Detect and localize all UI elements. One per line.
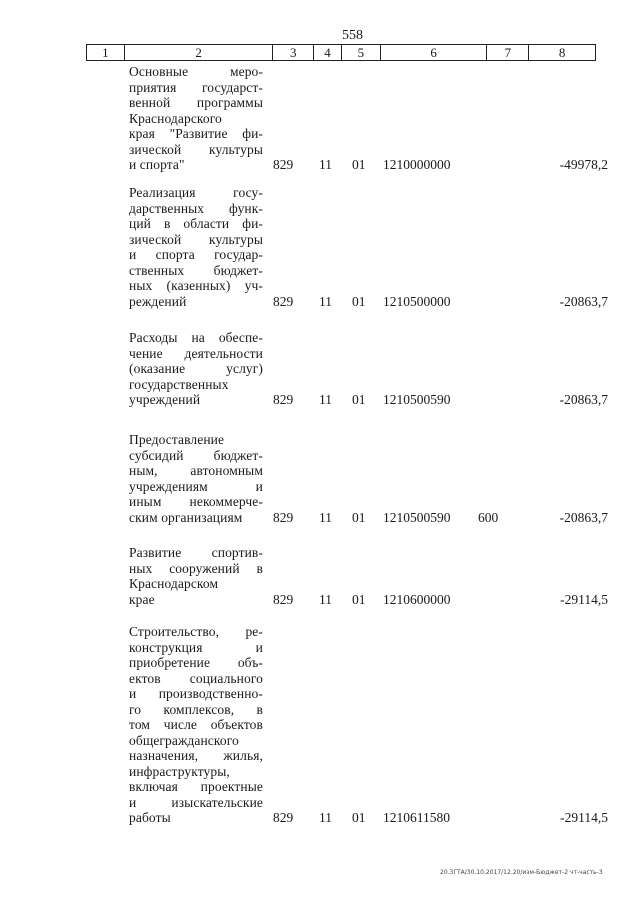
subsection-code: 01 xyxy=(352,293,366,309)
section-code: 11 xyxy=(319,810,332,825)
grbs-code: 829 xyxy=(273,392,294,407)
grbs-code: 829 xyxy=(273,157,294,172)
description-line: включая проектные xyxy=(129,779,263,794)
target-article-code: 1210500590 xyxy=(383,392,451,407)
target-article-code: 1210000000 xyxy=(383,157,451,172)
grbs-code: 829 xyxy=(273,509,294,525)
row-description xyxy=(129,330,263,408)
description-line: Предоставление xyxy=(129,432,225,447)
row-description xyxy=(129,185,263,309)
description-line: венной программы xyxy=(129,95,263,110)
column-header-5: 5 xyxy=(342,45,381,60)
description-line: и спорта государ- xyxy=(129,247,263,262)
row-description xyxy=(129,64,263,173)
description-line: чение деятельности xyxy=(129,345,263,361)
description-line: ственных бюджет- xyxy=(129,262,263,278)
column-header-1: 1 xyxy=(87,45,125,60)
grbs-code: 829 xyxy=(273,293,294,309)
description-line: конструкция и xyxy=(129,639,263,655)
description-line: учреждений xyxy=(129,392,201,407)
description-line: и спорта" xyxy=(129,157,185,172)
subsection-code: 01 xyxy=(352,157,366,172)
column-header-8: 8 xyxy=(558,45,566,60)
description-line: учреждениям и xyxy=(129,478,263,494)
description-line: (оказание услуг) xyxy=(129,361,263,376)
row-description xyxy=(129,432,263,525)
description-line: работы xyxy=(129,810,171,825)
description-line: Краснодарском xyxy=(129,576,219,591)
description-line: ским организациям xyxy=(129,509,243,525)
description-line: зической культуры xyxy=(129,141,263,157)
section-code: 11 xyxy=(319,591,332,607)
row-description xyxy=(129,624,263,826)
row-description xyxy=(129,545,263,607)
section-code: 11 xyxy=(319,293,332,309)
description-line: субсидий бюджет- xyxy=(129,447,263,463)
section-code: 11 xyxy=(319,157,332,172)
description-line: том числе объектов xyxy=(129,717,263,732)
column-header-4: 4 xyxy=(314,45,342,60)
amount-value: -20863,7 xyxy=(559,293,608,309)
description-line: назначения, жилья, xyxy=(129,748,263,763)
target-article-code: 1210611580 xyxy=(383,810,450,825)
target-article-code: 1210500000 xyxy=(383,293,451,309)
description-line: государственных xyxy=(129,376,229,392)
amount-value: -49978,2 xyxy=(559,157,608,172)
description-line: ектов социального xyxy=(129,670,263,686)
grbs-code: 829 xyxy=(273,591,294,607)
description-line: Основные меро- xyxy=(129,64,263,79)
section-code: 11 xyxy=(319,392,332,407)
description-line: реждений xyxy=(129,293,187,309)
column-header-row xyxy=(86,44,596,61)
amount-value: -20863,7 xyxy=(559,392,608,407)
target-article-code: 1210500590 xyxy=(383,509,451,525)
subsection-code: 01 xyxy=(352,591,366,607)
description-line: инфраструктуры, xyxy=(129,763,230,779)
description-line: приобретение объ- xyxy=(129,655,263,670)
description-line: и изыскательские xyxy=(129,794,263,810)
description-line: Строительство, ре- xyxy=(129,624,263,639)
column-header-6: 6 xyxy=(381,45,488,60)
description-line: Краснодарского xyxy=(129,110,222,126)
subsection-code: 01 xyxy=(352,810,366,825)
description-line: и производственно- xyxy=(129,686,263,701)
description-line: Реализация госу- xyxy=(129,185,263,200)
description-line: го комплексов, в xyxy=(129,701,263,717)
amount-value: -29114,5 xyxy=(560,591,608,607)
footer-code: 20.3ГТА/30.10.2017/12.20/изм-Бюджет-2 чт-часть-3 xyxy=(440,869,603,876)
description-line: ций в области фи- xyxy=(129,216,263,231)
expense-type-code: 600 xyxy=(478,509,499,525)
column-header-3: 3 xyxy=(273,45,314,60)
description-line: ным, автономным xyxy=(129,463,263,478)
description-line: иным некоммерче- xyxy=(129,494,263,509)
column-header-7: 7 xyxy=(487,45,529,60)
page-number: 558 xyxy=(342,28,363,43)
description-line: приятия государст- xyxy=(129,79,263,95)
subsection-code: 01 xyxy=(352,392,366,407)
amount-value: -29114,5 xyxy=(560,810,608,825)
description-line: ных (казенных) уч- xyxy=(129,278,263,293)
description-line: крае xyxy=(129,591,155,607)
description-line: края "Развитие фи- xyxy=(129,126,263,141)
column-header-2: 2 xyxy=(125,45,273,60)
description-line: ных сооружений в xyxy=(129,560,263,576)
amount-value: -20863,7 xyxy=(559,509,608,525)
description-line: зической культуры xyxy=(129,231,263,247)
description-line: Расходы на обеспе- xyxy=(129,330,263,345)
subsection-code: 01 xyxy=(352,509,366,525)
description-line: дарственных функ- xyxy=(129,200,263,216)
description-line: общегражданского xyxy=(129,732,239,748)
section-code: 11 xyxy=(319,509,332,525)
description-line: Развитие спортив- xyxy=(129,545,263,560)
target-article-code: 1210600000 xyxy=(383,591,451,607)
grbs-code: 829 xyxy=(273,810,294,825)
